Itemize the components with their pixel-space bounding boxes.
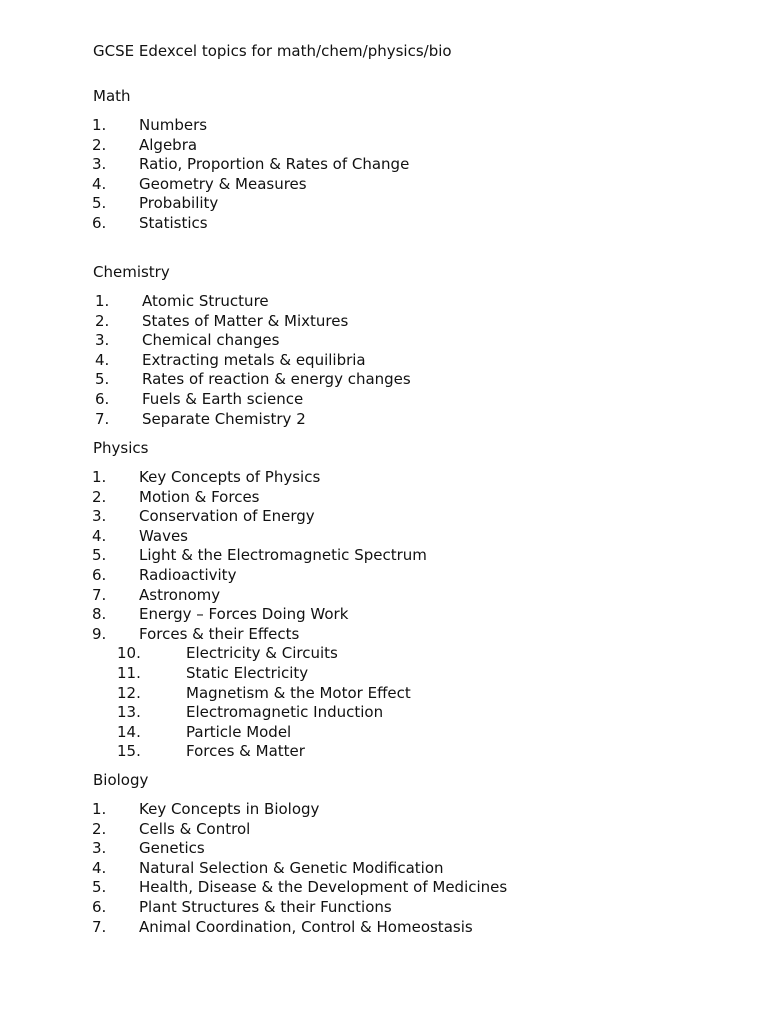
list-item-text: Magnetism & the Motor Effect <box>186 683 411 702</box>
list-item-number: 1. <box>95 292 110 310</box>
list-item-text: Natural Selection & Genetic Modification <box>139 858 444 877</box>
list-item-text: Fuels & Earth science <box>142 389 304 408</box>
list-item-text: Key Concepts of Physics <box>139 468 321 486</box>
list-item-text: Forces & their Effects <box>139 624 300 643</box>
list-item-text: Animal Coordination, Control & Homeostasis <box>139 917 473 936</box>
list-item-number: 3. <box>92 839 107 858</box>
list-item-number: 2. <box>92 135 107 154</box>
list-item-number: 4. <box>92 526 107 545</box>
list-item-text: States of Matter & Mixtures <box>142 311 349 330</box>
list-item-number: 10. <box>117 644 141 663</box>
section-heading-physics: Physics <box>93 439 149 457</box>
list-item-text: Motion & Forces <box>139 487 260 506</box>
document-title: GCSE Edexcel topics for math/chem/physics/bio <box>93 42 452 60</box>
list-item-number: 6. <box>92 213 107 232</box>
list-item-number: 1. <box>92 116 107 134</box>
list-item-number: 2. <box>92 487 107 506</box>
section-heading-math: Math <box>93 87 131 105</box>
list-item-text: Static Electricity <box>186 663 309 682</box>
list-item-number: 1. <box>92 468 107 486</box>
list-item-number: 5. <box>92 878 107 897</box>
list-item-number: 9. <box>92 624 107 643</box>
section-heading-chemistry: Chemistry <box>93 263 170 281</box>
list-item-text: Genetics <box>139 839 205 858</box>
list-item-number: 3. <box>95 331 110 350</box>
list-item-number: 6. <box>92 565 107 584</box>
list-item-number: 8. <box>92 605 107 624</box>
list-item-number: 12. <box>117 683 141 702</box>
list-item-number: 7. <box>95 409 110 428</box>
list-item-number: 6. <box>95 389 110 408</box>
list-item-text: Rates of reaction & energy changes <box>142 370 411 389</box>
list-item-text: Key Concepts in Biology <box>139 800 320 818</box>
list-item-text: Waves <box>139 526 188 545</box>
list-item-text: Forces & Matter <box>186 742 305 761</box>
list-item-number: 3. <box>92 507 107 526</box>
list-item-number: 15. <box>117 742 141 761</box>
list-item-text: Conservation of Energy <box>139 507 315 526</box>
list-item-text: Separate Chemistry 2 <box>142 409 306 428</box>
list-item-number: 11. <box>117 663 141 682</box>
list-item-text: Geometry & Measures <box>139 174 307 193</box>
list-item-text: Radioactivity <box>139 565 237 584</box>
list-item-number: 5. <box>95 370 110 389</box>
list-item-text: Electromagnetic Induction <box>186 703 384 722</box>
list-item-text: Extracting metals & equilibria <box>142 350 366 369</box>
list-item-text: Energy – Forces Doing Work <box>139 605 349 624</box>
list-item-number: 14. <box>117 722 141 741</box>
list-item-number: 3. <box>92 155 107 174</box>
list-item-text: Ratio, Proportion & Rates of Change <box>139 155 410 174</box>
list-item-text: Probability <box>139 194 219 213</box>
list-item-text: Astronomy <box>139 585 221 604</box>
list-item-text: Light & the Electromagnetic Spectrum <box>139 546 427 565</box>
list-item-number: 4. <box>92 858 107 877</box>
list-item-number: 5. <box>92 194 107 213</box>
list-item-number: 5. <box>92 546 107 565</box>
list-item-text: Health, Disease & the Development of Medicines <box>139 878 508 897</box>
list-item-text: Particle Model <box>186 722 292 741</box>
list-item-number: 7. <box>92 917 107 936</box>
list-item-number: 2. <box>92 819 107 838</box>
list-item-text: Statistics <box>139 213 208 232</box>
list-item-number: 1. <box>92 800 107 818</box>
list-item-number: 4. <box>95 350 110 369</box>
list-item-text: Chemical changes <box>142 331 280 350</box>
list-item-number: 6. <box>92 897 107 916</box>
list-item-number: 4. <box>92 174 107 193</box>
list-item-text: Plant Structures & their Functions <box>139 897 392 916</box>
list-item-number: 13. <box>117 703 141 722</box>
section-heading-biology: Biology <box>93 771 149 789</box>
list-item-number: 7. <box>92 585 107 604</box>
list-item-number: 2. <box>95 311 110 330</box>
list-item-text: Electricity & Circuits <box>186 644 338 663</box>
list-item-text: Numbers <box>139 116 208 134</box>
list-item-text: Algebra <box>139 135 198 154</box>
list-item-text: Cells & Control <box>139 819 251 838</box>
list-item-text: Atomic Structure <box>142 292 269 310</box>
